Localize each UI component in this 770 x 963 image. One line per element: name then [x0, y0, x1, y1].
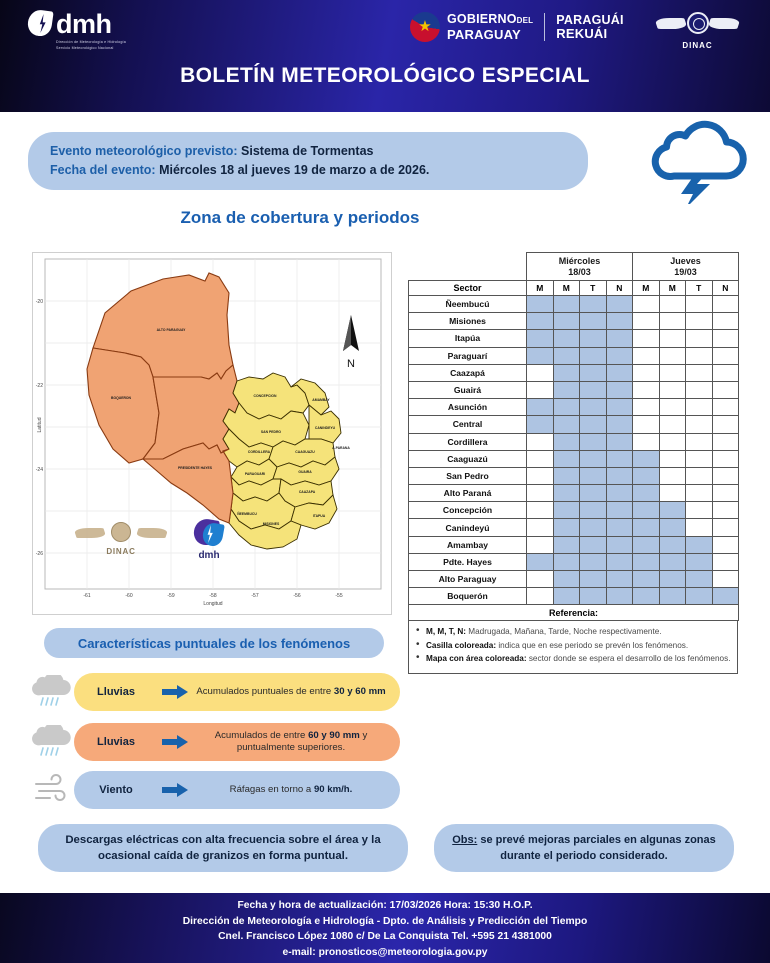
forecast-cell	[686, 485, 713, 502]
svg-text:-24: -24	[35, 467, 43, 473]
forecast-cell	[527, 364, 554, 381]
feature-name: Lluvias	[97, 686, 135, 698]
event-date-line	[50, 163, 588, 178]
page-footer	[0, 893, 770, 963]
reference-title: Referencia:	[409, 605, 739, 621]
forecast-cell	[553, 364, 580, 381]
forecast-cell	[659, 485, 686, 502]
forecast-cell	[712, 553, 739, 570]
forecast-cell	[633, 450, 660, 467]
gob-logo-line3: PARAGUÁI	[556, 13, 624, 27]
footer-department: Dirección de Meteorología e Hidrología - Dpto. de Análisis y Predicción del Tiempo	[182, 915, 588, 927]
forecast-cell	[553, 502, 580, 519]
forecast-cell	[633, 571, 660, 588]
forecast-cell	[527, 519, 554, 536]
sector-name-cell: San Pedro	[409, 467, 527, 484]
forecast-cell	[527, 330, 554, 347]
table-row	[409, 588, 739, 605]
forecast-cell	[686, 381, 713, 398]
forecast-cell	[553, 536, 580, 553]
forecast-cell	[553, 588, 580, 605]
forecast-cell	[553, 467, 580, 484]
svg-text:-22: -22	[35, 383, 43, 389]
forecast-cell	[527, 485, 554, 502]
forecast-cell	[553, 347, 580, 364]
forecast-cell	[686, 450, 713, 467]
forecast-cell	[712, 381, 739, 398]
forecast-cell	[527, 313, 554, 330]
forecast-cell	[606, 450, 633, 467]
forecast-cell	[606, 536, 633, 553]
forecast-cell	[633, 502, 660, 519]
svg-text:-55: -55	[335, 593, 343, 599]
forecast-cell	[606, 330, 633, 347]
thunderstorm-cloud-icon	[648, 120, 752, 204]
forecast-cell	[527, 450, 554, 467]
forecast-cell	[606, 347, 633, 364]
svg-text:-56: -56	[293, 593, 301, 599]
forecast-period-table	[408, 252, 739, 621]
svg-text:A.PARANA: A.PARANA	[332, 446, 350, 450]
svg-text:-61: -61	[83, 593, 91, 599]
section-title: Zona de cobertura y periodos	[180, 208, 420, 227]
rain-cloud-icon	[30, 725, 74, 759]
forecast-cell	[606, 519, 633, 536]
svg-text:MISIONES: MISIONES	[262, 522, 280, 526]
forecast-cell	[553, 485, 580, 502]
forecast-cell	[686, 364, 713, 381]
forecast-cell	[686, 467, 713, 484]
forecast-cell	[606, 364, 633, 381]
feature-row-wind	[30, 771, 400, 809]
svg-text:CORDILLERA: CORDILLERA	[247, 450, 271, 454]
dmh-logo-text: dmh	[56, 9, 112, 39]
forecast-cell	[712, 364, 739, 381]
gob-logo-line2: PARAGUAY	[447, 27, 521, 42]
forecast-cell	[712, 433, 739, 450]
forecast-cell	[580, 364, 607, 381]
sector-name-cell: Itapúa	[409, 330, 527, 347]
forecast-cell	[633, 364, 660, 381]
forecast-cell	[686, 416, 713, 433]
rain-cloud-icon	[30, 675, 74, 709]
forecast-cell	[659, 381, 686, 398]
forecast-cell	[712, 296, 739, 313]
arrow-right-icon	[158, 685, 192, 699]
forecast-cell	[686, 330, 713, 347]
notice-electrical-discharges: Descargas eléctricas con alta frecuencia sobre el área y la ocasional caída de granizos en forma puntual.	[38, 824, 408, 872]
sector-name-cell: Alto Paraguay	[409, 571, 527, 588]
forecast-cell	[606, 571, 633, 588]
forecast-cell	[712, 588, 739, 605]
sector-name-cell: Caazapá	[409, 364, 527, 381]
svg-text:CONCEPCION: CONCEPCION	[253, 394, 277, 398]
svg-text:PRESIDENTE HAYES: PRESIDENTE HAYES	[178, 466, 212, 470]
dmh-logo	[26, 9, 126, 51]
period-header-1: M	[553, 281, 580, 296]
svg-text:CAAZAPA: CAAZAPA	[298, 490, 316, 494]
svg-text:-57: -57	[251, 593, 259, 599]
dinac-winged-emblem-icon	[650, 10, 745, 40]
forecast-cell	[633, 416, 660, 433]
feature-pill-wind	[74, 771, 400, 809]
forecast-cell	[686, 399, 713, 416]
forecast-cell	[580, 502, 607, 519]
forecast-cell	[712, 313, 739, 330]
arrow-right-icon	[158, 783, 192, 797]
day-header-spacer	[409, 253, 527, 281]
forecast-cell	[580, 433, 607, 450]
forecast-period-table-wrapper	[408, 252, 738, 674]
forecast-cell	[553, 416, 580, 433]
forecast-cell	[527, 399, 554, 416]
table-day-header-row	[409, 253, 739, 281]
footer-address: Cnel. Francisco López 1080 c/ De La Conquista Tel. +595 21 4381000	[218, 931, 552, 942]
forecast-cell	[580, 553, 607, 570]
svg-text:BOQUERON: BOQUERON	[111, 396, 131, 400]
sector-name-cell: Ñeembucú	[409, 296, 527, 313]
forecast-cell	[659, 588, 686, 605]
sector-name-cell: Canindeyú	[409, 519, 527, 536]
sector-name-cell: Alto Paraná	[409, 485, 527, 502]
forecast-cell	[606, 313, 633, 330]
sector-name-cell: Boquerón	[409, 588, 527, 605]
forecast-cell	[580, 330, 607, 347]
sector-name-cell: Cordillera	[409, 433, 527, 450]
forecast-cell	[686, 433, 713, 450]
table-row	[409, 536, 739, 553]
forecast-cell	[712, 467, 739, 484]
gob-logo-line1-small: DEL	[516, 16, 534, 25]
table-row	[409, 416, 739, 433]
forecast-cell	[659, 296, 686, 313]
forecast-cell	[686, 588, 713, 605]
feature-row-rain-heavy	[30, 723, 400, 761]
reference-legend-item: • Mapa con área coloreada: sector donde se espera el desarrollo de los fenómenos.	[415, 653, 731, 664]
forecast-cell	[686, 536, 713, 553]
forecast-cell	[659, 467, 686, 484]
forecast-cell	[527, 553, 554, 570]
forecast-cell	[527, 347, 554, 364]
map-dinac-logo	[75, 521, 167, 556]
svg-text:N: N	[347, 358, 355, 370]
forecast-cell	[580, 571, 607, 588]
wind-icon	[30, 773, 74, 807]
dinac-logo	[650, 10, 745, 50]
svg-text:PARAGUARI: PARAGUARI	[244, 472, 266, 476]
forecast-cell	[712, 330, 739, 347]
forecast-cell	[553, 433, 580, 450]
logo-divider	[544, 13, 545, 41]
forecast-cell	[659, 502, 686, 519]
sector-name-cell: Paraguarí	[409, 347, 527, 364]
forecast-cell	[659, 571, 686, 588]
period-header-5: M	[659, 281, 686, 296]
forecast-cell	[712, 536, 739, 553]
dinac-winged-emblem-icon	[75, 521, 167, 547]
page-header	[0, 0, 770, 112]
event-type-label: Evento meteorológico previsto:	[50, 144, 238, 158]
forecast-cell	[659, 519, 686, 536]
period-header-0: M	[527, 281, 554, 296]
forecast-cell	[606, 296, 633, 313]
forecast-cell	[553, 313, 580, 330]
forecast-cell	[712, 571, 739, 588]
table-row	[409, 502, 739, 519]
forecast-cell	[686, 553, 713, 570]
features-title: Características puntuales de los fenómenos	[44, 628, 384, 658]
svg-text:CANINDEYU: CANINDEYU	[314, 426, 336, 430]
forecast-cell	[633, 296, 660, 313]
event-date-value: Miércoles 18 al jueves 19 de marzo a de 2026.	[159, 163, 430, 177]
svg-text:Longitud: Longitud	[203, 601, 223, 607]
forecast-cell	[553, 553, 580, 570]
feature-description: Acumulados puntuales de entre 30 y 60 mm	[196, 686, 386, 697]
table-row	[409, 381, 739, 398]
forecast-cell	[580, 450, 607, 467]
sector-name-cell: Central	[409, 416, 527, 433]
forecast-cell	[633, 519, 660, 536]
forecast-cell	[580, 485, 607, 502]
forecast-cell	[553, 296, 580, 313]
forecast-cell	[553, 450, 580, 467]
forecast-cell	[606, 553, 633, 570]
event-date-label: Fecha del evento:	[50, 163, 156, 177]
forecast-cell	[633, 485, 660, 502]
forecast-cell	[686, 502, 713, 519]
forecast-cell	[580, 381, 607, 398]
forecast-cell	[606, 381, 633, 398]
svg-text:Latitud: Latitud	[37, 417, 43, 433]
event-summary-box	[28, 132, 588, 190]
forecast-cell	[659, 364, 686, 381]
reference-legend-item: • M, M, T, N: Madrugada, Mañana, Tarde, Noche respectivamente.	[415, 626, 731, 637]
forecast-cell	[659, 433, 686, 450]
table-row	[409, 553, 739, 570]
map-dmh-caption: dmh	[198, 550, 220, 561]
footer-update-time: Fecha y hora de actualización: 17/03/2026 Hora: 15:30 H.O.P.	[237, 900, 533, 911]
reference-legend-item: • Casilla coloreada: indica que en ese periodo se prevén los fenómenos.	[415, 640, 731, 651]
table-row	[409, 399, 739, 416]
svg-text:CAAGUAZU: CAAGUAZU	[295, 450, 315, 454]
table-row	[409, 467, 739, 484]
map-dmh-logo	[181, 519, 237, 561]
svg-text:ALTO PARAGUAY: ALTO PARAGUAY	[156, 328, 186, 332]
footer-email: e-mail: pronosticos@meteorologia.gov.py	[282, 946, 488, 958]
forecast-cell	[686, 296, 713, 313]
notice-observation-text: se prevé mejoras parciales en algunas zonas durante el periodo considerado.	[477, 834, 716, 862]
dmh-logo-subtitle-2: Servicio Meteorológico Nacional	[56, 46, 114, 50]
forecast-cell	[527, 433, 554, 450]
forecast-cell	[659, 553, 686, 570]
forecast-cell	[633, 313, 660, 330]
period-header-6: T	[686, 281, 713, 296]
feature-name: Lluvias	[97, 736, 135, 748]
forecast-cell	[712, 519, 739, 536]
page-title: BOLETÍN METEOROLÓGICO ESPECIAL	[180, 64, 590, 87]
forecast-cell	[580, 519, 607, 536]
forecast-cell	[633, 433, 660, 450]
svg-text:-59: -59	[167, 593, 175, 599]
dinac-logo-caption: DINAC	[682, 41, 713, 50]
gob-logo-line1-main: GOBIERNO	[447, 12, 517, 26]
forecast-cell	[527, 296, 554, 313]
forecast-cell	[712, 485, 739, 502]
sector-name-cell: Concepción	[409, 502, 527, 519]
table-row	[409, 571, 739, 588]
forecast-cell	[580, 296, 607, 313]
forecast-cell	[686, 347, 713, 364]
forecast-cell	[606, 485, 633, 502]
paraguay-coverage-map	[33, 253, 393, 616]
forecast-cell	[659, 347, 686, 364]
svg-text:-20: -20	[35, 299, 43, 305]
forecast-cell	[606, 502, 633, 519]
forecast-cell	[527, 467, 554, 484]
forecast-table-body	[409, 296, 739, 605]
forecast-cell	[553, 519, 580, 536]
forecast-cell	[659, 416, 686, 433]
sector-name-cell: Caaguazú	[409, 450, 527, 467]
day-group-header-0: Miércoles 18/03	[527, 253, 633, 281]
forecast-cell	[686, 571, 713, 588]
dmh-logo-subtitle-1: Dirección de Meteorología e Hidrología	[56, 40, 126, 44]
forecast-cell	[633, 347, 660, 364]
sector-name-cell: Amambay	[409, 536, 527, 553]
sector-column-header: Sector	[409, 281, 527, 296]
reference-legend-list	[415, 626, 731, 664]
svg-text:ÑEEMBUCU: ÑEEMBUCU	[237, 512, 257, 516]
feature-row-rain-light	[30, 673, 400, 711]
table-row	[409, 519, 739, 536]
table-row	[409, 364, 739, 381]
forecast-cell	[606, 416, 633, 433]
forecast-cell	[580, 536, 607, 553]
dmh-droplet-bolt-icon	[26, 9, 56, 43]
svg-text:-58: -58	[209, 593, 217, 599]
forecast-cell	[580, 399, 607, 416]
notice-observation-label: Obs:	[452, 834, 478, 846]
forecast-cell	[527, 502, 554, 519]
svg-text:GUAIRA: GUAIRA	[298, 470, 312, 474]
reference-legend-box	[408, 621, 738, 673]
table-row	[409, 330, 739, 347]
table-row	[409, 347, 739, 364]
forecast-cell	[686, 313, 713, 330]
forecast-cell	[712, 450, 739, 467]
svg-text:-26: -26	[35, 551, 43, 557]
forecast-cell	[712, 502, 739, 519]
forecast-cell	[659, 450, 686, 467]
forecast-cell	[580, 416, 607, 433]
event-type-value: Sistema de Tormentas	[241, 144, 374, 158]
period-header-7: N	[712, 281, 739, 296]
map-dinac-caption: DINAC	[106, 547, 136, 556]
forecast-cell	[633, 330, 660, 347]
day-group-header-1: Jueves 19/03	[633, 253, 739, 281]
sector-name-cell: Misiones	[409, 313, 527, 330]
reference-title-row	[409, 605, 739, 621]
gob-logo-line4: REKUÁI	[556, 26, 608, 41]
forecast-cell	[633, 381, 660, 398]
forecast-cell	[527, 416, 554, 433]
forecast-cell	[527, 588, 554, 605]
feature-pill-rain-heavy	[74, 723, 400, 761]
coverage-map-panel	[32, 252, 392, 615]
feature-description: Acumulados de entre 60 y 90 mm y puntualmente superiores.	[214, 730, 368, 753]
forecast-cell	[527, 536, 554, 553]
forecast-cell	[633, 536, 660, 553]
feature-name: Viento	[99, 784, 133, 796]
sector-name-cell: Guairá	[409, 381, 527, 398]
forecast-cell	[712, 416, 739, 433]
forecast-cell	[712, 399, 739, 416]
forecast-cell	[606, 433, 633, 450]
table-row	[409, 450, 739, 467]
forecast-cell	[712, 347, 739, 364]
forecast-cell	[633, 588, 660, 605]
notice-observation	[434, 824, 734, 872]
feature-pill-rain-light	[74, 673, 400, 711]
forecast-cell	[553, 571, 580, 588]
table-row	[409, 433, 739, 450]
forecast-cell	[606, 467, 633, 484]
forecast-cell	[606, 588, 633, 605]
forecast-cell	[633, 399, 660, 416]
gobierno-paraguay-logo	[410, 12, 624, 42]
forecast-cell	[580, 588, 607, 605]
forecast-cell	[553, 399, 580, 416]
forecast-cell	[580, 313, 607, 330]
forecast-cell	[686, 519, 713, 536]
period-header-2: T	[580, 281, 607, 296]
period-header-3: N	[606, 281, 633, 296]
feature-description: Ráfagas en torno a 90 km/h.	[229, 784, 353, 795]
table-period-header-row	[409, 281, 739, 296]
period-header-4: M	[633, 281, 660, 296]
forecast-cell	[553, 330, 580, 347]
table-row	[409, 296, 739, 313]
table-row	[409, 485, 739, 502]
svg-text:SAN PEDRO: SAN PEDRO	[260, 430, 282, 434]
event-type-line	[50, 144, 588, 159]
forecast-cell	[633, 467, 660, 484]
forecast-cell	[580, 347, 607, 364]
forecast-cell	[606, 399, 633, 416]
svg-text:AMAMBAY: AMAMBAY	[312, 398, 330, 402]
table-row	[409, 313, 739, 330]
forecast-cell	[580, 467, 607, 484]
forecast-cell	[659, 330, 686, 347]
forecast-cell	[659, 536, 686, 553]
sector-name-cell: Pdte. Hayes	[409, 553, 527, 570]
forecast-cell	[659, 313, 686, 330]
dmh-droplet-bolt-icon	[194, 519, 224, 549]
svg-text:-60: -60	[125, 593, 133, 599]
forecast-cell	[553, 381, 580, 398]
forecast-cell	[659, 399, 686, 416]
paraguay-emblem-icon	[410, 12, 440, 42]
forecast-cell	[527, 381, 554, 398]
forecast-cell	[633, 553, 660, 570]
sector-name-cell: Asunción	[409, 399, 527, 416]
svg-text:ITAPUA: ITAPUA	[312, 514, 326, 518]
forecast-cell	[527, 571, 554, 588]
arrow-right-icon	[158, 735, 192, 749]
